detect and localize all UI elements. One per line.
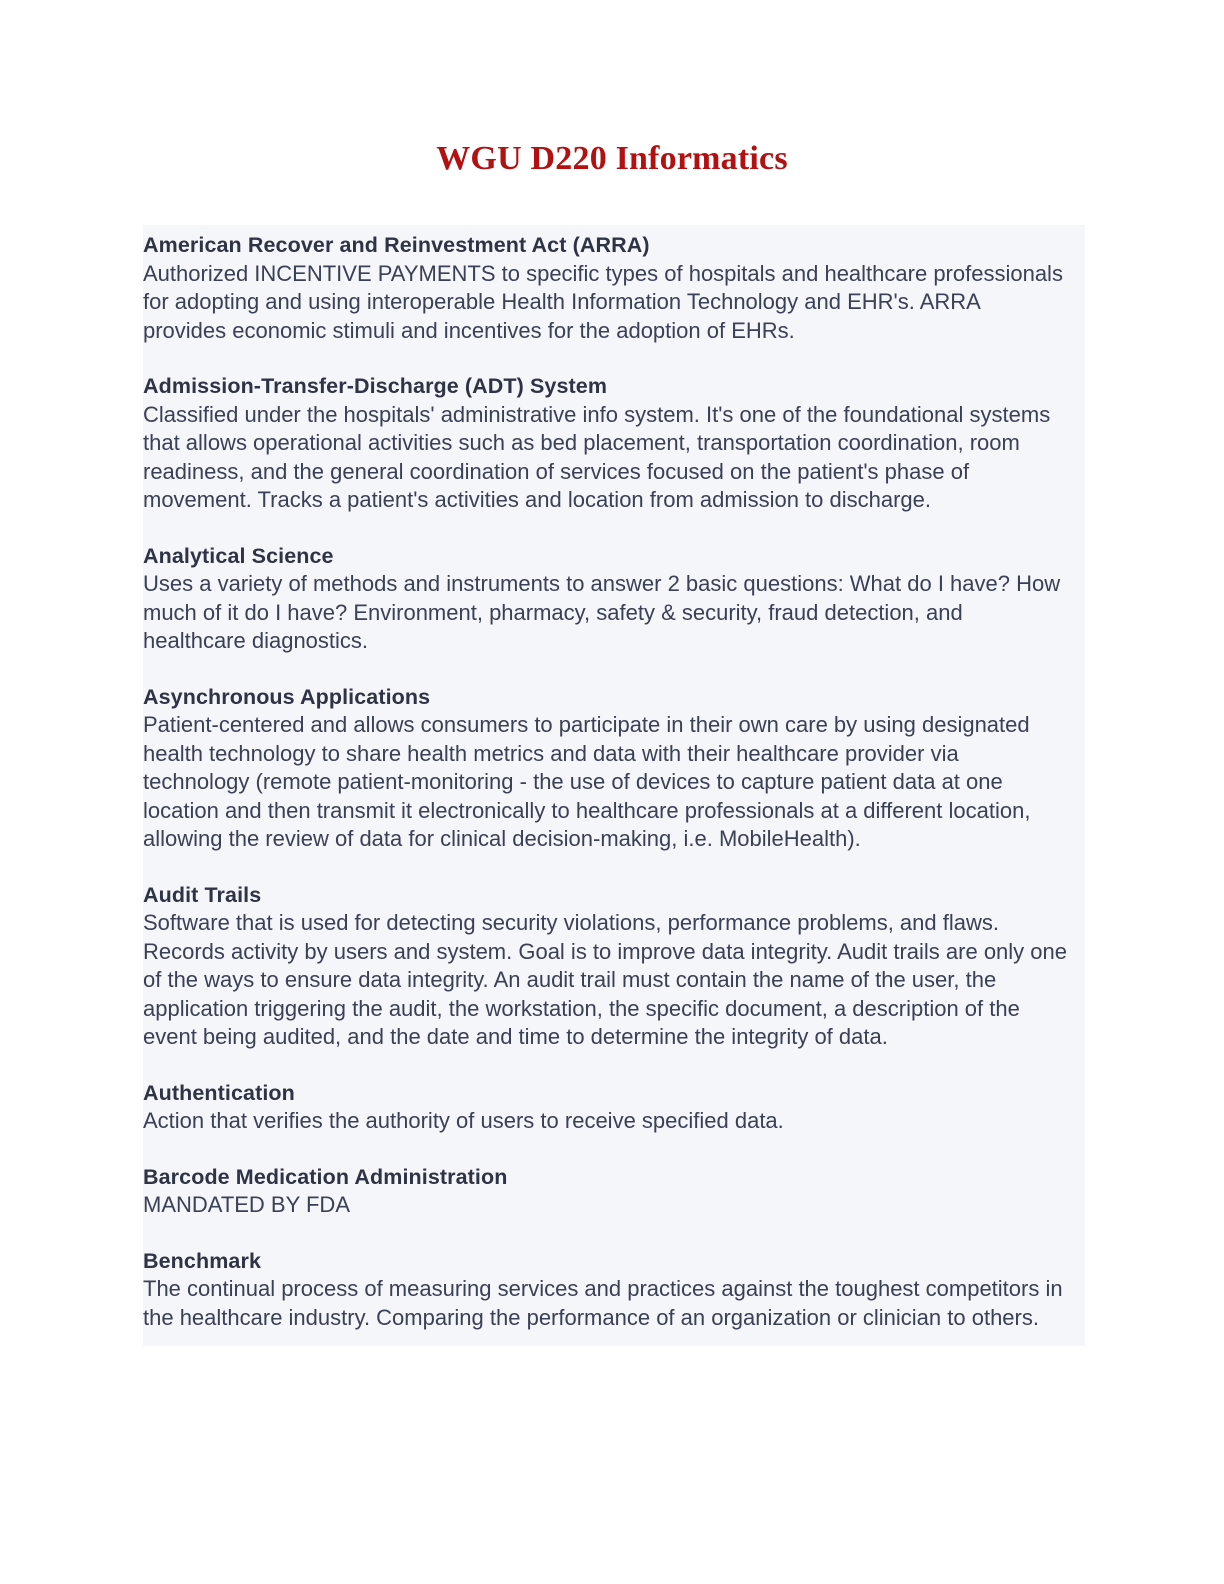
- glossary-entry: [143, 881, 1085, 1052]
- glossary-term: Asynchronous Applications: [143, 684, 431, 709]
- glossary-definition: Authorized INCENTIVE PAYMENTS to specific types of hospitals and healthcare professionals for adopting and using interoperable Health Information Technology and EHR's. ARRA provides economic stimuli and incentives for the adoption of EHRs.: [143, 260, 1063, 343]
- glossary-entry: [143, 372, 1085, 515]
- glossary-block: [143, 225, 1085, 1346]
- page-title: WGU D220 Informatics: [436, 140, 788, 177]
- glossary-definition: Action that verifies the authority of users to receive specified data.: [143, 1108, 784, 1133]
- glossary-definition: Uses a variety of methods and instruments to answer 2 basic questions: What do I have? How much of it do I have? Environment, pharmacy, safety & security, fraud detection, and healthcare diagnostics.: [143, 571, 1061, 653]
- glossary-term: Barcode Medication Administration: [143, 1164, 508, 1189]
- glossary-entry: [143, 1079, 1085, 1136]
- glossary-entry: [143, 1247, 1085, 1333]
- glossary-term: Benchmark: [143, 1248, 262, 1273]
- glossary-definition: MANDATED BY FDA: [143, 1192, 350, 1217]
- glossary-term: Admission-Transfer-Discharge (ADT) System: [143, 374, 608, 398]
- glossary-definition: The continual process of measuring services and practices against the toughest competitors in the healthcare industry. Comparing the performance of an organization or clinician to others.: [143, 1276, 1063, 1330]
- glossary-entry: [143, 231, 1085, 345]
- glossary-term: Analytical Science: [143, 543, 334, 568]
- glossary-entry: [143, 683, 1085, 854]
- glossary-entry: [143, 1163, 1085, 1220]
- glossary-definition: Patient-centered and allows consumers to participate in their own care by using designated health technology to share health metrics and data with their healthcare provider via technology (remote patient-monitoring - the use of devices to capture patient data at one location and then transmit it electronically to healthcare professionals at a different location, allowing the review of data for clinical decision-making, i.e. MobileHealth).: [143, 712, 1031, 851]
- glossary-definition: Classified under the hospitals' administrative info system. It's one of the foundational systems that allows operational activities such as bed placement, transportation coordination, room readiness, and the general coordination of services focused on the patient's phase of movement. Tracks a patient's activities and location from admission to discharge.: [143, 401, 1051, 512]
- glossary-term: Authentication: [143, 1080, 295, 1105]
- glossary-term: American Recover and Reinvestment Act (ARRA): [143, 233, 650, 257]
- glossary-term: Audit Trails: [143, 882, 262, 907]
- glossary-definition: Software that is used for detecting security violations, performance problems, and flaws. Records activity by users and system. Goal is to improve data integrity. Audit trails are only one of the ways to ensure data integrity. An audit trail must contain the name of the user, the application triggering the audit, the workstation, the specific document, a description of the event being audited, and the date and time to determine the integrity of data.: [143, 910, 1067, 1049]
- glossary-entry: [143, 542, 1085, 656]
